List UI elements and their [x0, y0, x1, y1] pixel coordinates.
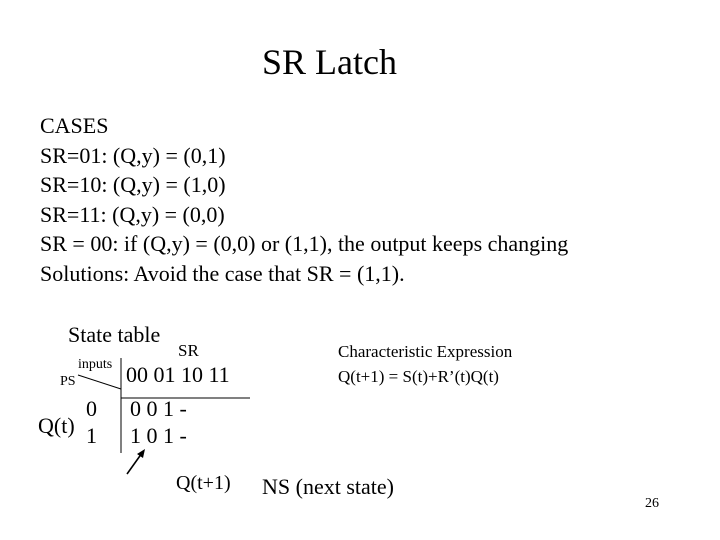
- case-sr-00: SR = 00: if (Q,y) = (0,0) or (1,1), the output keeps changing: [40, 231, 569, 256]
- state-table-row-group-label: Q(t): [38, 413, 75, 438]
- next-state-note: NS (next state): [262, 474, 394, 499]
- state-table-sr-label: SR: [178, 341, 199, 360]
- next-state-arrow: [127, 453, 142, 474]
- page-number: 26: [645, 496, 659, 511]
- state-table-row-label-1: 1: [86, 423, 97, 448]
- state-table-row-label-0: 0: [86, 396, 97, 421]
- case-sr-11: SR=11: (Q,y) = (0,0): [40, 201, 225, 227]
- next-state-arrowhead: [137, 449, 145, 458]
- case-sr-10: SR=10: (Q,y) = (1,0): [40, 172, 226, 197]
- characteristic-expression: Q(t+1) = S(t)+R’(t)Q(t): [338, 367, 499, 386]
- state-table-ps-label: PS: [60, 374, 76, 389]
- next-state-label: Q(t+1): [176, 472, 231, 494]
- state-table-diagonal: [78, 375, 121, 389]
- case-sr-01: SR=01: (Q,y) = (0,1): [40, 142, 226, 168]
- state-table-title: State table: [68, 322, 161, 347]
- state-table-column-headers: 00 01 10 11: [126, 362, 230, 387]
- state-table-row-values-1: 1 0 1 -: [130, 423, 187, 448]
- slide-title: SR Latch: [262, 42, 397, 82]
- case-solution: Solutions: Avoid the case that SR = (1,1).: [40, 260, 405, 286]
- cases-heading: CASES: [40, 113, 109, 138]
- characteristic-title: Characteristic Expression: [338, 342, 513, 361]
- state-table-inputs-label: inputs: [78, 357, 113, 372]
- state-table-row-values-0: 0 0 1 -: [130, 396, 187, 421]
